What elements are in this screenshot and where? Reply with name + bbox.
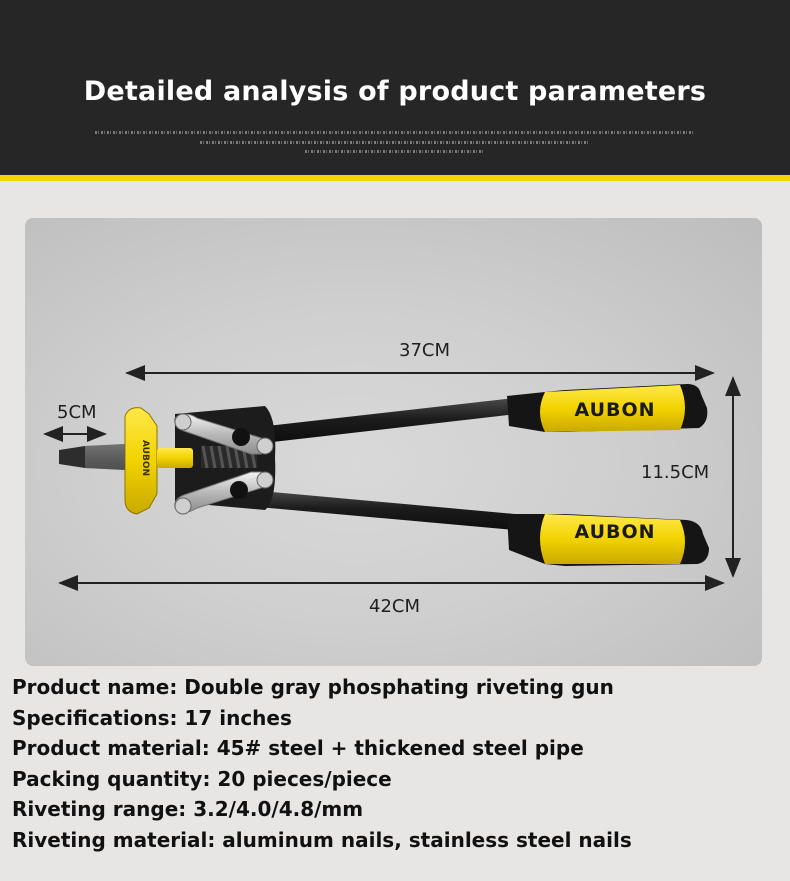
product-photo: [25, 218, 762, 666]
header-banner: [0, 0, 790, 175]
lower-grip-brand: AUBON: [574, 521, 656, 543]
spec-specifications: Specifications: 17 inches: [12, 705, 292, 730]
dimension-label-11-5cm: 11.5CM: [641, 462, 710, 483]
page-title: Detailed analysis of product parameters: [83, 76, 707, 107]
decorative-fine-print: [200, 141, 590, 144]
spec-riveting-material: Riveting material: aluminum nails, stainless steel nails: [12, 827, 632, 852]
spec-material: Product material: 45# steel + thickened steel pipe: [12, 736, 584, 760]
upper-grip-brand: AUBON: [574, 399, 656, 421]
dimension-label-5cm: 5CM: [57, 402, 97, 423]
lower-handle-pipe: [247, 490, 515, 530]
plate-logo: AUBON: [140, 439, 150, 477]
spec-product-name: Product name: Double gray phosphating riveting gun: [12, 675, 614, 699]
decorative-fine-print: [305, 150, 485, 153]
spec-list: [12, 672, 782, 855]
yellow-sleeve: [157, 448, 193, 468]
dimension-label-37cm: 37CM: [399, 340, 451, 361]
spec-riveting-range: Riveting range: 3.2/4.0/4.8/mm: [12, 797, 364, 821]
upper-handle-pipe: [250, 398, 517, 444]
accent-stripe: [0, 175, 790, 181]
dimension-label-42cm: 42CM: [369, 596, 421, 617]
spec-packing-quantity: Packing quantity: 20 pieces/piece: [12, 766, 392, 791]
decorative-fine-print: [95, 131, 695, 134]
